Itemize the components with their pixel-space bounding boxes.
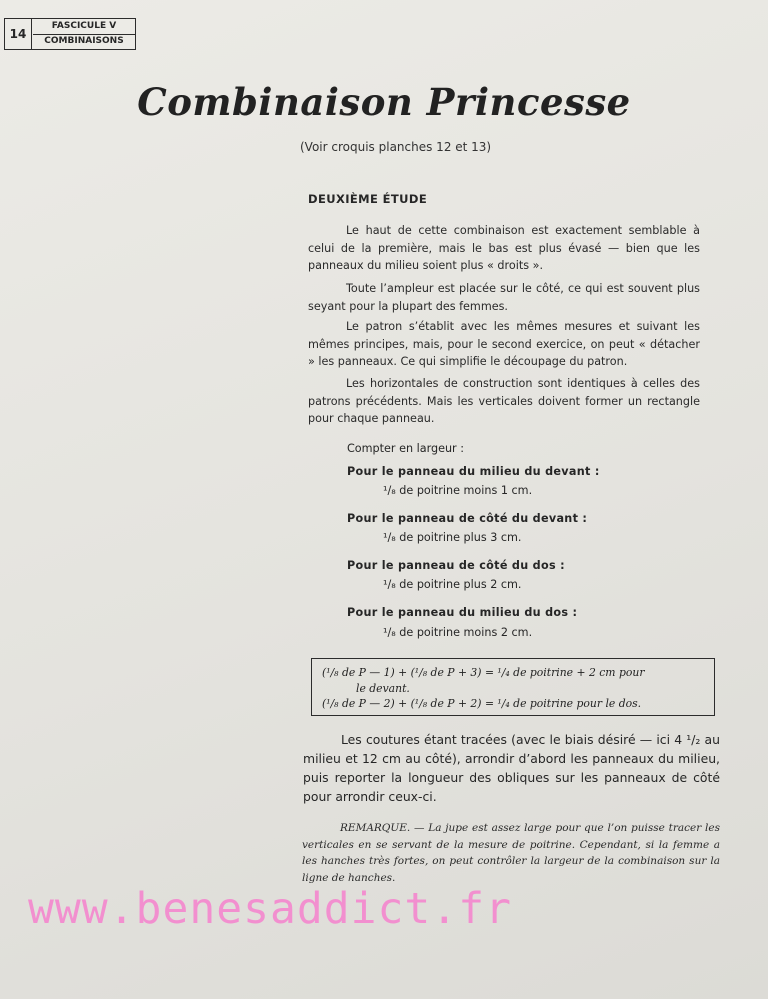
page-title: Combinaison Princesse	[137, 80, 631, 124]
remark-paragraph: REMARQUE. — La jupe est assez large pour que l’on puisse tracer les verticales en se servant de la mesure de poitrine. Cependant, si la femme a les hanches très fortes, on peut contrôler la largeur de la combinaison sur la ligne de hanches.	[302, 822, 720, 884]
measure-intro: Compter en largeur :	[347, 442, 464, 455]
paragraph-intro: Le haut de cette combinaison est exactement semblable à celui de la première, mais le bas est plus évasé — bien que les panneaux du milieu soient plus « droits ».	[308, 224, 700, 272]
formula-line-devant: (¹/₈ de P — 1) + (¹/₈ de P + 3) = ¹/₄ de poitrine + 2 cm pour	[322, 666, 645, 679]
panel-title-milieu-dos: Pour le panneau du milieu du dos :	[347, 606, 578, 619]
panel-value-milieu-devant: ¹/₈ de poitrine moins 1 cm.	[383, 484, 533, 497]
panel-title-cote-devant: Pour le panneau de côté du devant :	[347, 512, 588, 525]
section-heading: DEUXIÈME ÉTUDE	[308, 192, 428, 206]
paragraph-ampleur: Toute l’ampleur est placée sur le côté, ce qui est souvent plus seyant pour la plupart des femmes.	[308, 282, 700, 313]
panel-value-cote-dos: ¹/₈ de poitrine plus 2 cm.	[383, 578, 522, 591]
panel-title-milieu-devant: Pour le panneau du milieu du devant :	[347, 465, 600, 478]
formula-box	[311, 658, 715, 716]
paragraph-horizontales: Les horizontales de construction sont identiques à celles des patrons précédents. Mais les verticales doivent former un rectangle pour chaque panneau.	[308, 377, 700, 425]
fascicule-label: FASCICULE V	[33, 19, 135, 35]
paragraph-patron: Le patron s’établit avec les mêmes mesures et suivant les mêmes principes, mais, pour le second exercice, on peut « détacher » les panneaux. Ce qui simplifie le découpage du patron.	[308, 320, 700, 368]
formula-line-devant-cont: le devant.	[356, 682, 410, 695]
panel-title-cote-dos: Pour le panneau de côté du dos :	[347, 559, 565, 572]
panel-value-milieu-dos: ¹/₈ de poitrine moins 2 cm.	[383, 626, 533, 639]
page-subtitle: (Voir croquis planches 12 et 13)	[300, 140, 492, 154]
watermark: www.benesaddict.fr	[28, 884, 512, 934]
paragraph-coutures: Les coutures étant tracées (avec le biais désiré — ici 4 ¹/₂ au milieu et 12 cm au côté), arrondir d’abord les panneaux du milieu, puis reporter la longueur des obliques sur les panneaux de côté pour arrondir ceux-ci.	[303, 732, 720, 804]
page-number: 14	[5, 19, 32, 49]
panel-value-cote-devant: ¹/₈ de poitrine plus 3 cm.	[383, 531, 522, 544]
page-header-box	[4, 18, 136, 50]
formula-line-dos: (¹/₈ de P — 2) + (¹/₈ de P + 2) = ¹/₄ de poitrine pour le dos.	[322, 697, 642, 710]
category-label: COMBINAISONS	[44, 36, 124, 46]
